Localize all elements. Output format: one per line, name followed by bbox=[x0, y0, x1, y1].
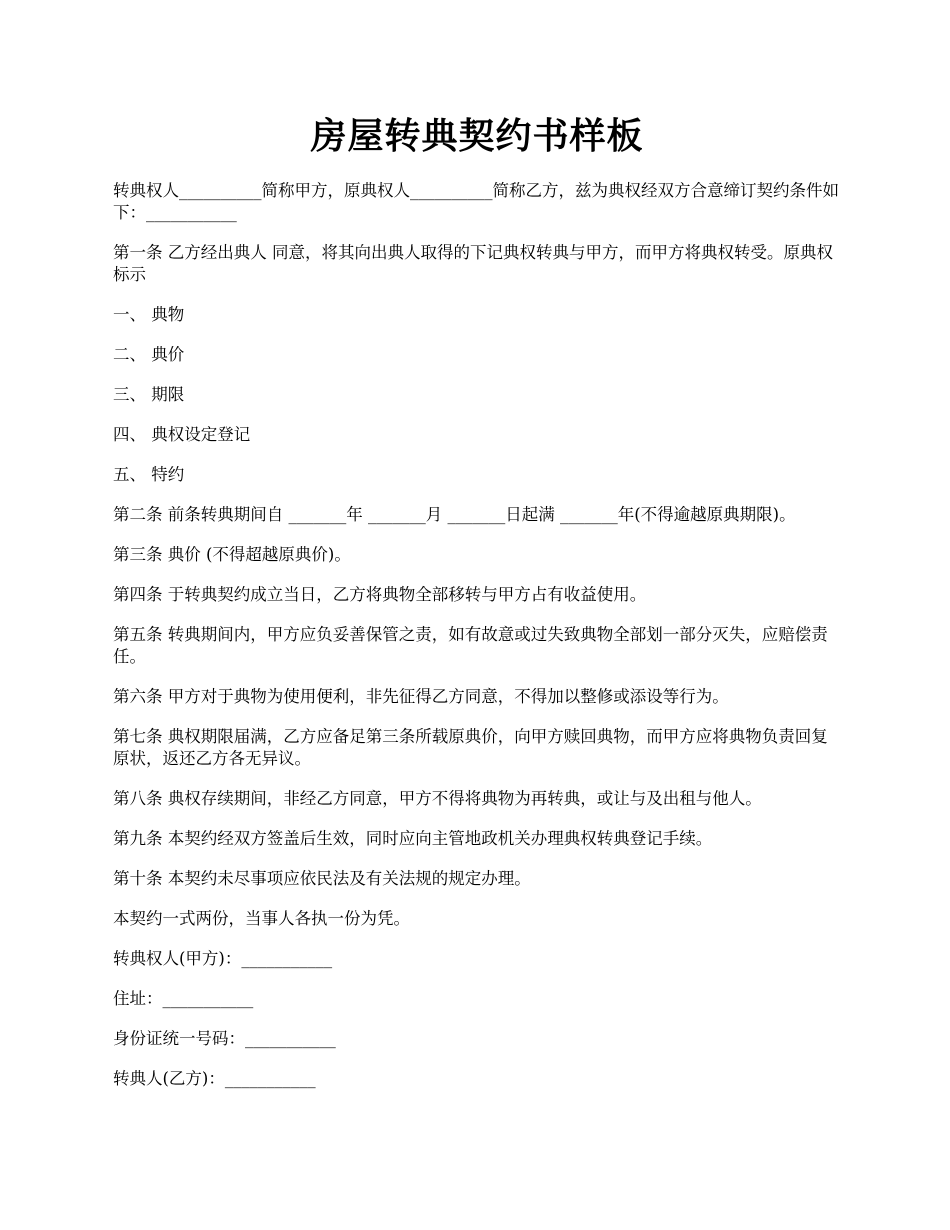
intro-paragraph: 转典权人__________简称甲方，原典权人__________简称乙方，兹为典权经双方合意缔订契约条件如下：___________ bbox=[113, 181, 839, 222]
list-item-5: 五、 特约 bbox=[113, 465, 185, 484]
article-3: 第三条 典价 (不得超越原典价)。 bbox=[113, 545, 351, 564]
document-page bbox=[113, 108, 841, 1108]
list-item-1: 一、 典物 bbox=[113, 305, 185, 324]
article-6: 第六条 甲方对于典物为使用便利，非先征得乙方同意，不得加以整修或添设等行为。 bbox=[113, 687, 729, 706]
article-2: 第二条 前条转典期间自 _______年 _______月 _______日起满 _______年(不得逾越原典期限)。 bbox=[113, 505, 796, 524]
article-1: 第一条 乙方经出典人 同意，将其向出典人取得的下记典权转典与甲方，而甲方将典权转受。原典权标示 bbox=[113, 243, 833, 284]
party-a-signature-line: 转典权人(甲方)：___________ bbox=[113, 949, 333, 968]
list-item-4: 四、 典权设定登记 bbox=[113, 425, 251, 444]
copies-statement: 本契约一式两份，当事人各执一份为凭。 bbox=[113, 909, 410, 928]
article-5: 第五条 转典期间内，甲方应负妥善保管之责，如有故意或过失致典物全部划一部分灭失，应赔偿责任。 bbox=[113, 625, 828, 666]
list-item-2: 二、 典价 bbox=[113, 345, 185, 364]
party-b-signature-line: 转典人(乙方)：___________ bbox=[113, 1069, 316, 1088]
article-10: 第十条 本契约未尽事项应依民法及有关法规的规定办理。 bbox=[113, 869, 531, 888]
article-8: 第八条 典权存续期间，非经乙方同意，甲方不得将典物为再转典，或让与及出租与他人。 bbox=[113, 789, 762, 808]
address-line: 住址：___________ bbox=[113, 989, 254, 1008]
list-item-3: 三、 期限 bbox=[113, 385, 185, 404]
document-title: 房屋转典契约书样板 bbox=[310, 115, 644, 157]
article-4: 第四条 于转典契约成立当日，乙方将典物全部移转与甲方占有收益使用。 bbox=[113, 585, 647, 604]
id-number-line: 身份证统一号码：___________ bbox=[113, 1029, 336, 1048]
article-9: 第九条 本契约经双方签盖后生效，同时应向主管地政机关办理典权转典登记手续。 bbox=[113, 829, 713, 848]
article-7: 第七条 典权期限届满，乙方应备足第三条所载原典价，向甲方赎回典物，而甲方应将典物负责回复原状，返还乙方各无异议。 bbox=[113, 727, 828, 768]
